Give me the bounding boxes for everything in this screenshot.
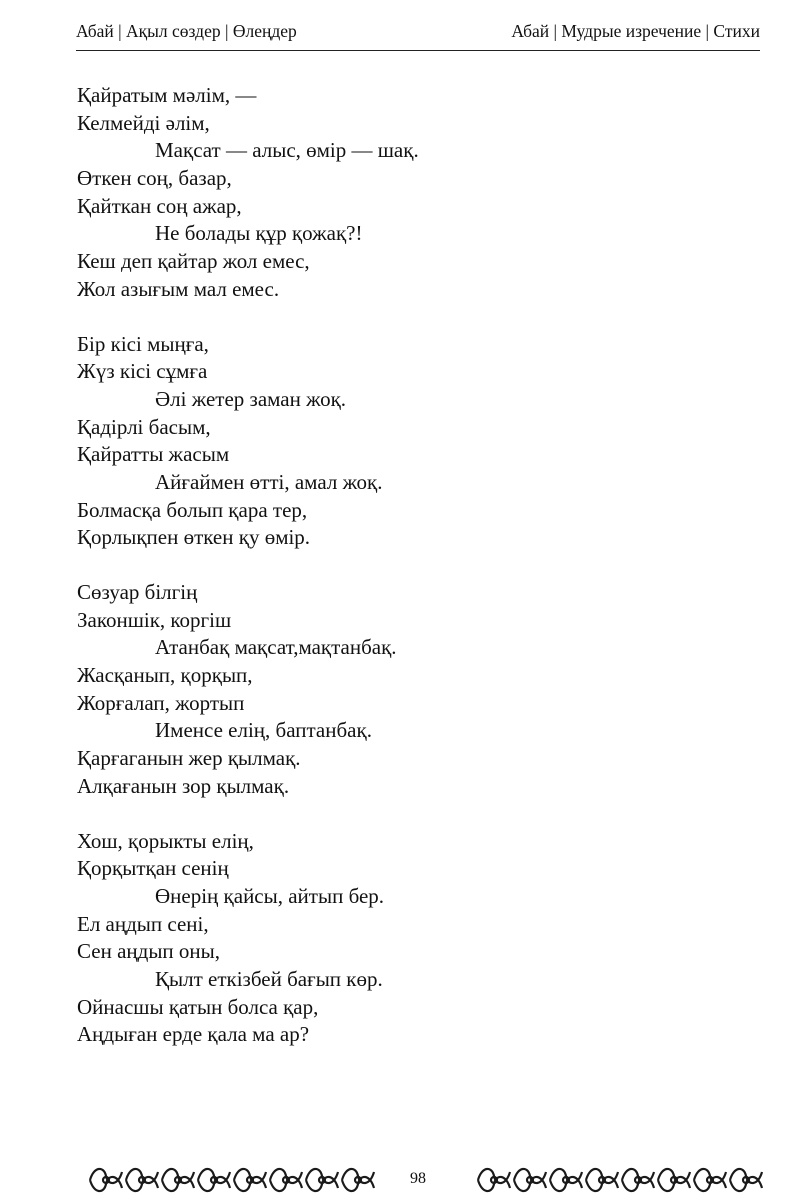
stanza	[77, 579, 717, 801]
ornament-dot	[175, 1177, 181, 1183]
poem-line: Именсе елің, баптанбақ.	[155, 718, 372, 743]
ornament-dot	[743, 1177, 749, 1183]
ornament-dot	[247, 1177, 253, 1183]
ornament-dot	[355, 1177, 361, 1183]
ornament-motif	[162, 1169, 194, 1191]
ornament-motif	[730, 1169, 762, 1191]
ornament-motif	[658, 1169, 690, 1191]
ornament-motif	[306, 1169, 338, 1191]
poem-line: Мақсат — алыс, өмір — шақ.	[155, 138, 419, 163]
poem-line: Сөзуар білгің	[77, 580, 198, 604]
page-footer	[88, 1162, 764, 1200]
poem-line: Жорғалап, жортып	[77, 690, 245, 715]
poem-line: Хош, қорыкты елің,	[77, 828, 254, 853]
poem-line: Қайткан соң ажар,	[77, 193, 242, 218]
running-header	[76, 16, 760, 51]
ornament-dot	[563, 1177, 569, 1183]
page-number: 98	[410, 1170, 426, 1187]
ornament-border-left	[88, 1162, 384, 1198]
poem-line: Атанбақ мақсат,мақтанбақ.	[155, 635, 397, 660]
poem-line: Айғаймен өтті, амал жоқ.	[155, 469, 383, 494]
poem-line: Бір кісі мыңға,	[77, 331, 209, 356]
ornament-border-right	[476, 1162, 766, 1198]
poem-line: Қайратым мәлім, —	[77, 83, 257, 107]
poem-line: Өнерің қайсы, айтып бер.	[155, 883, 385, 908]
ornament-dot	[635, 1177, 641, 1183]
poem-line: Қылт еткізбей бағып көр.	[155, 966, 383, 991]
ornament-dot	[599, 1177, 605, 1183]
poem-line: Қорлықпен өткен қу өмір.	[77, 525, 311, 550]
poem-line: Әлі жетер заман жоқ.	[155, 386, 347, 411]
stanza	[77, 331, 717, 553]
ornament-motif	[342, 1169, 374, 1191]
poem-line: Жол азығым мал емес.	[77, 276, 280, 301]
ornament-motif	[694, 1169, 726, 1191]
poem-line: Алқағанын зор қылмақ.	[77, 773, 290, 798]
ornament-motif	[478, 1169, 510, 1191]
poem-line: Болмасқа болып қара тер,	[77, 497, 308, 522]
ornament-motif	[234, 1169, 266, 1191]
ornament-dot	[491, 1177, 497, 1183]
poem-line: Кеш деп қайтар жол емес,	[77, 249, 310, 274]
poem-line: Қарғаганын жер қылмақ.	[77, 746, 301, 771]
ornament-dot	[211, 1177, 217, 1183]
poem-line: Қадірлі басым,	[77, 414, 211, 439]
poem-line: Сен аңдып оны,	[77, 939, 221, 964]
ornament-dot	[319, 1177, 325, 1183]
poem-line: Қайратты жасым	[77, 442, 230, 467]
ornament-dot	[527, 1177, 533, 1183]
ornament-motif	[198, 1169, 230, 1191]
poem-line: Аңдыған ерде қала ма ар?	[77, 1022, 310, 1047]
ornament-dot	[707, 1177, 713, 1183]
ornament-motif	[514, 1169, 546, 1191]
header-left-title: Абай | Ақыл сөздер | Өлеңдер	[76, 21, 297, 41]
poem-line: Ел аңдып сені,	[77, 911, 209, 936]
poem-line: Келмейді әлім,	[77, 110, 210, 135]
poem-line: Ойнасшы қатын болса қар,	[77, 994, 319, 1019]
ornament-motif	[90, 1169, 122, 1191]
poem-line: Жасқанып, қорқып,	[77, 663, 253, 688]
poem-line: Қорқытқан сенің	[77, 856, 229, 881]
ornament-motif	[126, 1169, 158, 1191]
header-right-title: Абай | Мудрые изречение | Стихи	[511, 21, 760, 41]
ornament-dot	[671, 1177, 677, 1183]
ornament-motif	[622, 1169, 654, 1191]
poem-line: Законшік, коргіш	[77, 607, 232, 632]
poem-body	[77, 82, 717, 1076]
ornament-dot	[103, 1177, 109, 1183]
ornament-motif	[586, 1169, 618, 1191]
ornament-motif	[550, 1169, 582, 1191]
stanza	[77, 82, 717, 304]
ornament-dot	[283, 1177, 289, 1183]
poem-line: Жүз кісі сұмға	[77, 359, 208, 384]
ornament-dot	[139, 1177, 145, 1183]
poem-line: Не болады құр қожақ?!	[155, 221, 363, 246]
poem-line: Өткен соң, базар,	[77, 166, 232, 191]
ornament-motif	[270, 1169, 302, 1191]
stanza	[77, 828, 717, 1050]
